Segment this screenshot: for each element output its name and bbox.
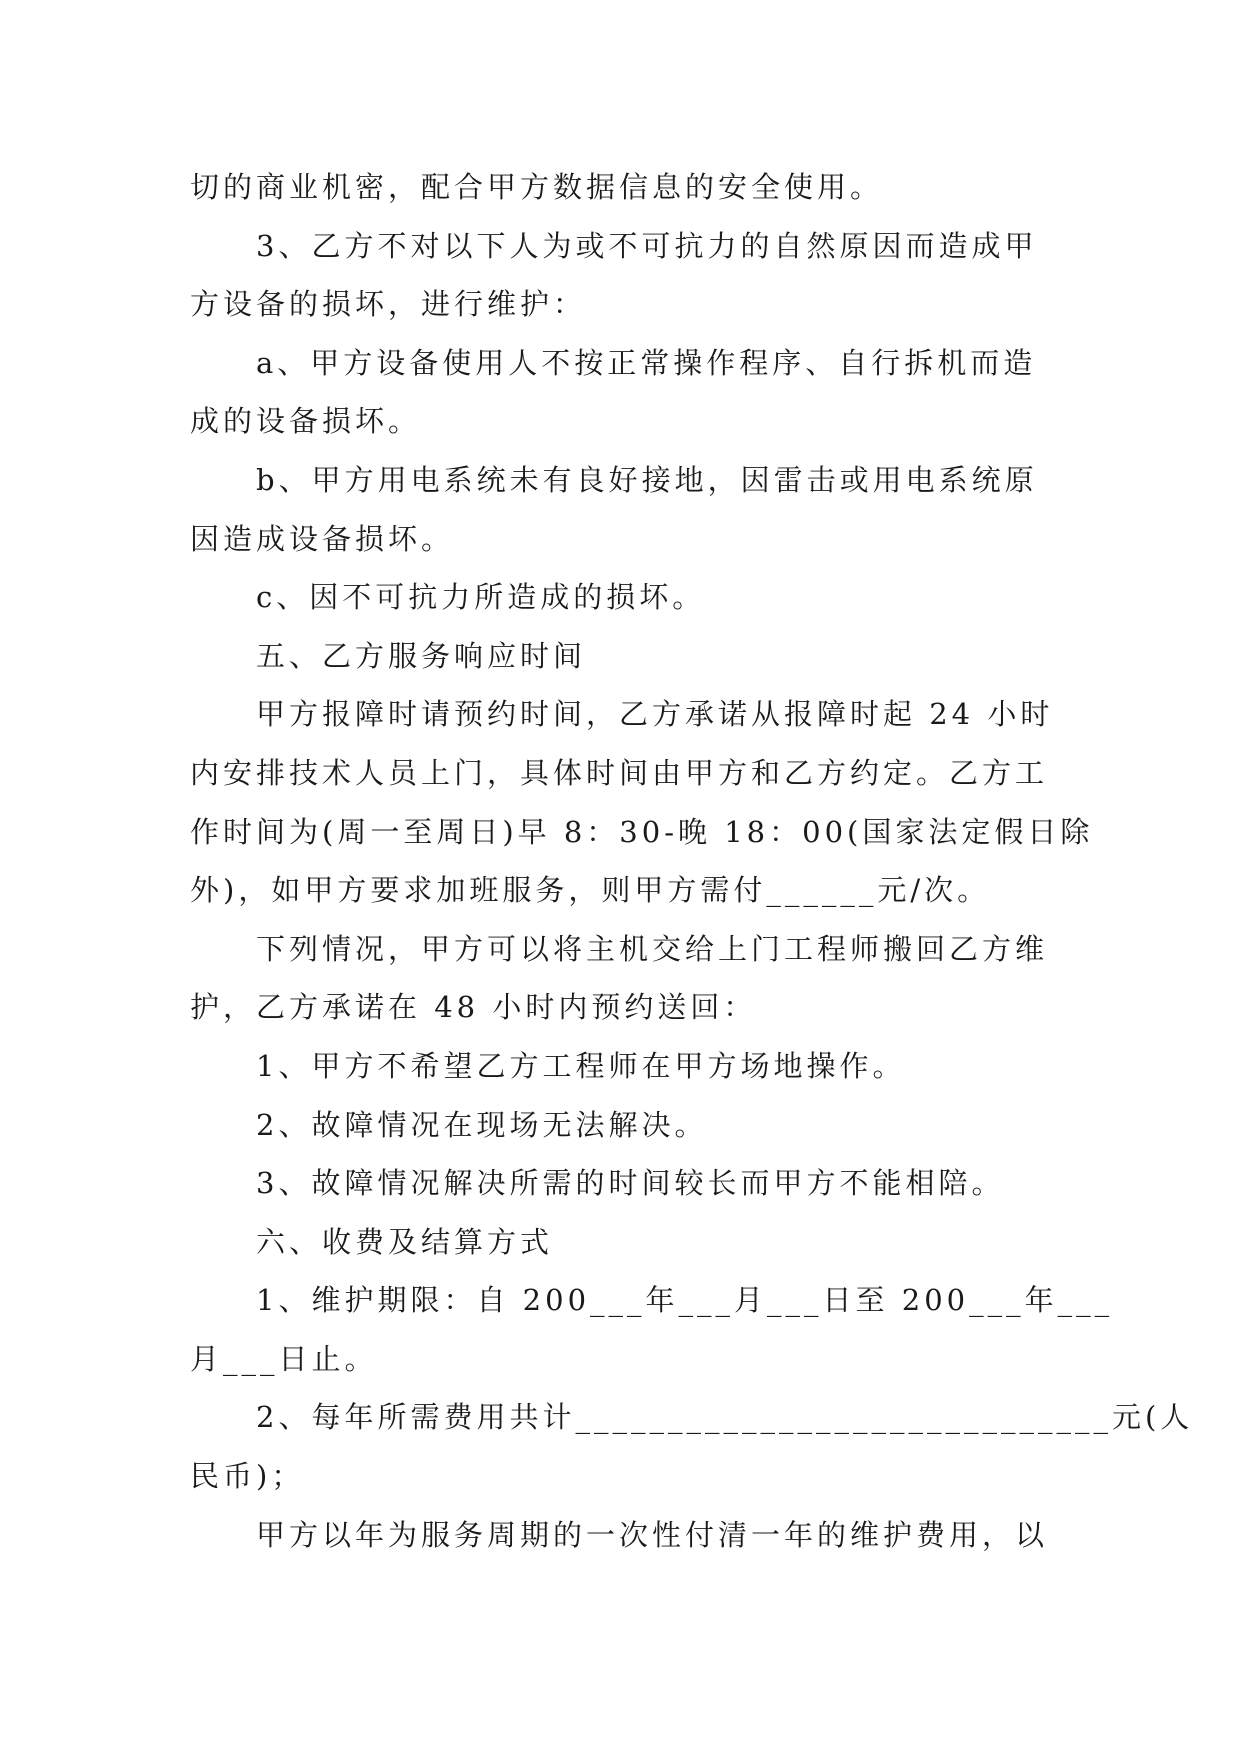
paragraph-line: 月___日止。: [190, 1341, 378, 1376]
paragraph-line: 民币)；: [190, 1459, 305, 1494]
paragraph-line: 方设备的损坏，进行维护：: [190, 287, 587, 322]
paragraph-line: 2、每年所需费用共计_____________________________元(人: [256, 1400, 1194, 1435]
paragraph-line: 因造成设备损坏。: [190, 521, 455, 556]
section-heading: 五、乙方服务响应时间: [256, 638, 587, 673]
paragraph-line: 作时间为(周一至周日)早 8：30-晚 18：00(国家法定假日除: [190, 814, 1094, 849]
paragraph-line: 2、故障情况在现场无法解决。: [256, 1107, 708, 1142]
paragraph-line: 下列情况，甲方可以将主机交给上门工程师搬回乙方维: [256, 931, 1049, 966]
paragraph-line: 1、甲方不希望乙方工程师在甲方场地操作。: [256, 1048, 906, 1083]
paragraph-line: 1、维护期限：自 200___年___月___日至 200___年___: [256, 1283, 1114, 1318]
paragraph-line: 内安排技术人员上门，具体时间由甲方和乙方约定。乙方工: [190, 755, 1049, 790]
section-heading: 六、收费及结算方式: [256, 1224, 554, 1259]
paragraph-line: 甲方以年为服务周期的一次性付清一年的维护费用，以: [256, 1517, 1049, 1552]
document-body: [190, 158, 1194, 1564]
paragraph-line: a、甲方设备使用人不按正常操作程序、自行拆机而造: [256, 345, 1037, 380]
paragraph-line: 切的商业机密，配合甲方数据信息的安全使用。: [190, 170, 884, 204]
paragraph-line: 护，乙方承诺在 48 小时内预约送回：: [190, 990, 757, 1025]
paragraph-line: b、甲方用电系统未有良好接地，因雷击或用电系统原: [256, 462, 1038, 497]
paragraph-line: 3、乙方不对以下人为或不可抗力的自然原因而造成甲: [256, 228, 1038, 263]
paragraph-line: 3、故障情况解决所需的时间较长而甲方不能相陪。: [256, 1166, 1005, 1201]
paragraph-line: 成的设备损坏。: [190, 404, 422, 439]
paragraph-line: 甲方报障时请预约时间，乙方承诺从报障时起 24 小时: [256, 697, 1054, 732]
paragraph-line: 外)，如甲方要求加班服务，则甲方需付______元/次。: [190, 873, 991, 908]
paragraph-line: c、因不可抗力所造成的损坏。: [256, 580, 706, 615]
